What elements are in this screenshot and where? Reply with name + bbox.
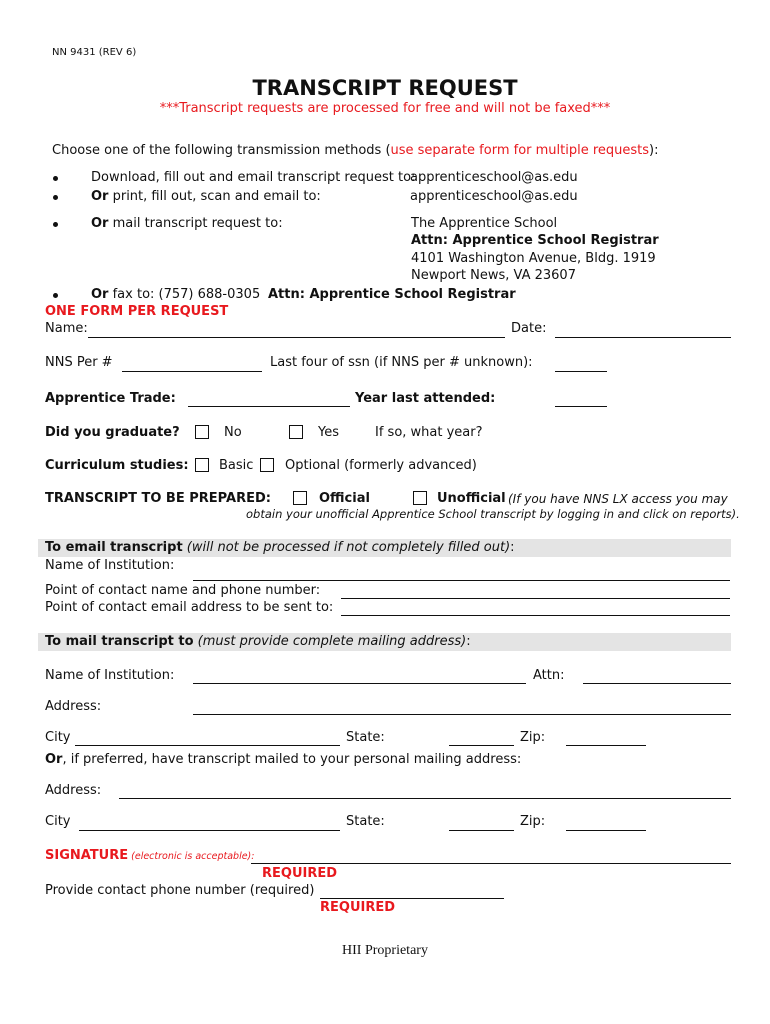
last-four-ssn-label: Last four of ssn (if NNS per # unknown): — [270, 355, 533, 370]
mail-state-field[interactable] — [449, 745, 514, 746]
footer-proprietary: HII Proprietary — [342, 943, 428, 958]
mail-address-line-3: 4101 Washington Avenue, Bldg. 1919 — [411, 251, 656, 266]
one-form-notice: ONE FORM PER REQUEST — [45, 304, 229, 319]
mail-zip-label: Zip: — [520, 730, 546, 745]
email-contact-field[interactable] — [341, 598, 730, 599]
mail-address-label: Address: — [45, 699, 102, 714]
graduate-yes-checkbox[interactable] — [289, 425, 303, 439]
date-field[interactable] — [555, 337, 731, 338]
method-fax: Or fax to: (757) 688-0305 — [91, 287, 261, 302]
official-checkbox[interactable] — [293, 491, 307, 505]
bullet — [53, 293, 58, 298]
email-address-1[interactable]: apprenticeschool@as.edu — [410, 170, 578, 185]
email-contact-label: Point of contact name and phone number: — [45, 583, 321, 598]
unofficial-checkbox[interactable] — [413, 491, 427, 505]
mail-state-label: State: — [346, 730, 385, 745]
personal-zip-label: Zip: — [520, 814, 546, 829]
mail-institution-field[interactable] — [193, 683, 526, 684]
mail-address-line-4: Newport News, VA 23607 — [411, 268, 576, 283]
personal-city-label: City — [45, 814, 71, 829]
bullet — [53, 176, 58, 181]
unofficial-note-line-2: obtain your unofficial Apprentice School transcript by logging in and click on reports). — [246, 507, 740, 521]
personal-address-instruction: Or, if preferred, have transcript mailed to your personal mailing address: — [45, 752, 522, 767]
nns-per-field[interactable] — [122, 371, 262, 372]
mail-section-heading: To mail transcript to (must provide complete mailing address): — [45, 634, 471, 649]
date-label: Date: — [511, 321, 547, 336]
trade-label: Apprentice Trade: — [45, 391, 176, 406]
signature-field[interactable] — [251, 863, 731, 864]
subtitle: ***Transcript requests are processed for free and will not be faxed*** — [159, 101, 611, 116]
mail-zip-field[interactable] — [566, 745, 646, 746]
personal-state-label: State: — [346, 814, 385, 829]
phone-label: Provide contact phone number (required) — [45, 883, 315, 898]
bullet — [53, 222, 58, 227]
official-label: Official — [319, 491, 370, 506]
nns-per-label: NNS Per # — [45, 355, 113, 370]
graduate-yes-label: Yes — [318, 425, 339, 440]
mail-address-field[interactable] — [193, 714, 731, 715]
method-print: Or print, fill out, scan and email to: — [91, 189, 321, 204]
page-title: TRANSCRIPT REQUEST — [252, 76, 518, 100]
prepared-label: TRANSCRIPT TO BE PREPARED: — [45, 491, 271, 506]
curriculum-optional-label: Optional (formerly advanced) — [285, 458, 477, 473]
name-field[interactable] — [88, 337, 505, 338]
email-institution-label: Name of Institution: — [45, 558, 175, 573]
mail-city-label: City — [45, 730, 71, 745]
bullet — [53, 195, 58, 200]
personal-address-field[interactable] — [119, 798, 731, 799]
phone-field[interactable] — [320, 898, 504, 899]
mail-institution-label: Name of Institution: — [45, 668, 175, 683]
personal-city-field[interactable] — [79, 830, 340, 831]
personal-state-field[interactable] — [449, 830, 514, 831]
graduate-no-checkbox[interactable] — [195, 425, 209, 439]
email-section-heading: To email transcript (will not be processed if not completely filled out): — [45, 540, 515, 555]
mail-address-line-1: The Apprentice School — [411, 216, 558, 231]
curriculum-basic-label: Basic — [219, 458, 254, 473]
intro-line: Choose one of the following transmission methods (use separate form for multiple requests): — [52, 143, 659, 158]
unofficial-note-line-1: (If you have NNS LX access you may — [508, 492, 728, 506]
curriculum-basic-checkbox[interactable] — [195, 458, 209, 472]
method-mail: Or mail transcript request to: — [91, 216, 283, 231]
email-address-field[interactable] — [341, 615, 730, 616]
fax-attn: Attn: Apprentice School Registrar — [268, 287, 516, 302]
unofficial-label: Unofficial — [437, 491, 506, 506]
email-address-2[interactable]: apprenticeschool@as.edu — [410, 189, 578, 204]
last-four-ssn-field[interactable] — [555, 371, 607, 372]
signature-label: SIGNATURE (electronic is acceptable): — [45, 848, 255, 863]
graduate-no-label: No — [224, 425, 242, 440]
email-address-label: Point of contact email address to be sent to: — [45, 600, 334, 615]
personal-zip-field[interactable] — [566, 830, 646, 831]
trade-field[interactable] — [188, 406, 350, 407]
graduate-year-label: If so, what year? — [375, 425, 483, 440]
method-download: Download, fill out and email transcript request to: — [91, 170, 416, 185]
graduate-label: Did you graduate? — [45, 425, 180, 440]
year-attended-field[interactable] — [555, 406, 607, 407]
mail-attn-field[interactable] — [583, 683, 731, 684]
phone-required: REQUIRED — [320, 900, 396, 915]
mail-city-field[interactable] — [75, 745, 340, 746]
name-label: Name: — [45, 321, 88, 336]
form-id: NN 9431 (REV 6) — [52, 47, 137, 58]
personal-address-label: Address: — [45, 783, 102, 798]
mail-attn-label: Attn: — [533, 668, 565, 683]
curriculum-label: Curriculum studies: — [45, 458, 189, 473]
signature-required: REQUIRED — [262, 866, 338, 881]
year-attended-label: Year last attended: — [355, 391, 496, 406]
curriculum-optional-checkbox[interactable] — [260, 458, 274, 472]
email-institution-field[interactable] — [193, 580, 730, 581]
mail-address-line-2: Attn: Apprentice School Registrar — [411, 233, 659, 248]
